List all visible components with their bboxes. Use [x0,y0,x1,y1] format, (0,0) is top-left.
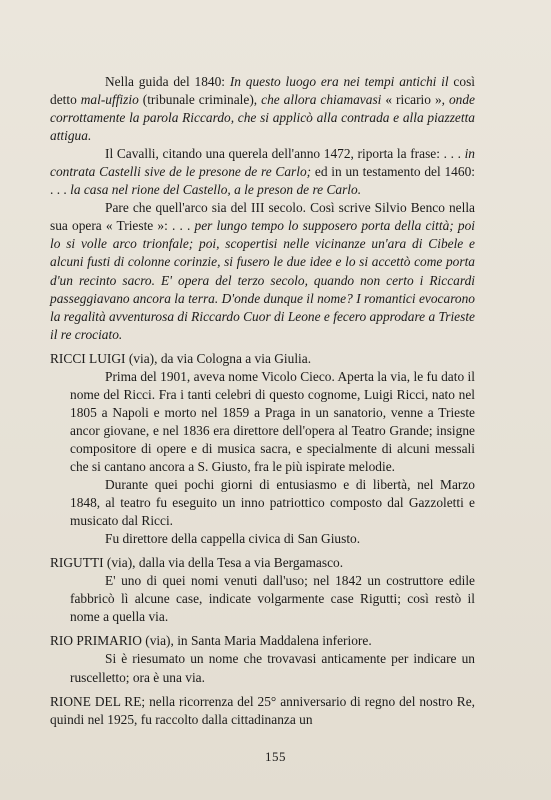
text-run: (tribunale criminale), [138,92,262,108]
page-text [50,73,475,729]
text-run: E' uno di quei nomi venuti dall'uso; nel 1842 un costruttore edile fabbricò lì alcune case, indicate volgarmente case Rigutti; così restò il nome a quella via. [70,573,475,625]
italic-text: la casa nel rione del Castello, a le preson de re Carlo. [70,182,362,198]
entry-description [50,368,475,476]
italic-text: per lungo tempo lo supposero porta della città; poi lo si volle arco trionfale; poi, scopertisi nelle vicinanze un'ara di Cibele e alcuni fusti di colonne corinzie, si fusero le due idee e lo si accettò come porta d'un recinto sacro. E' opera del terzo secolo, quando non certo i Riccardi passeggiavano ancora la terra. D'onde dunque il nome? I romantici evocarono la regalità avventurosa di Riccardo Cuor di Leone e fecero approdare a Trieste il re crociato. [50,218,475,342]
body-paragraph [50,199,475,343]
text-run: Il Cavalli, citando una querela dell'anno 1472, riporta la frase: . . . [105,146,465,162]
street-entry-heading [50,693,475,729]
text-run: così detto [50,74,475,108]
entry-description [50,650,475,686]
text-run: Nella guida del 1840: [105,74,230,89]
street-entry-heading [50,554,475,572]
body-paragraph [50,73,475,145]
text-run: Prima del 1901, aveva nome Vicolo Cieco. Aperta la via, le fu dato il nome del Ricci. Fra i tanti celebri di questo cognome, Luigi Ricci, nato nel 1805 a Napoli e morto nel 1859 a Praga in un sanatorio, venne a Trieste ancor giovane, e nel 1836 era direttore dell'opera al Teatro Grande; insigne compositore di opere e di musica sacra, e specialmente di alcuni messali che si cantano ancora a S. Giusto, fra le più ispirate melodie. [70,368,475,474]
italic-text: onde corrottamente la parola Riccardo, che si applicò alla contrada e alla piazzetta attigua. [50,92,475,144]
text-run: RIO PRIMARIO (via), in Santa Maria Maddalena inferiore. [50,633,372,649]
italic-text: che allora chiamavasi [261,92,382,108]
italic-text: in contrata Castelli sive de le presone de re Carlo; [50,146,475,180]
text-run: RIGUTTI (via), dalla via della Tesa a via Bergamasco. [50,555,344,571]
italic-text: In questo luogo era nei tempi antichi il [229,74,449,89]
entry-description [50,476,475,530]
text-run: Fu direttore della cappella civica di San Giusto. [105,531,361,547]
text-run: Durante quei pochi giorni di entusiasmo e di libertà, nel Marzo 1848, al teatro fu eseguito un inno patriottico composto dal Gazzoletti e musicato dal Ricci. [70,477,475,529]
text-run: RIONE DEL RE; nella ricorrenza del 25° anniversario di regno del nostro Re, quindi nel 1925, fu raccolto dalla cittadinanza un [50,693,475,727]
text-run: « ricario », [381,92,449,108]
text-run: RICCI LUIGI (via), da via Cologna a via Giulia. [50,350,312,366]
street-entry-heading [50,350,475,368]
italic-text: mal-uffizio [80,92,139,108]
text-run: Si è riesumato un nome che trovavasi anticamente per indicare un ruscelletto; ora è una via. [70,651,475,685]
entry-description [50,530,475,548]
text-run: ed in un testamento del 1460: . . . [50,164,475,198]
text-run: Pare che quell'arco sia del III secolo. Così scrive Silvio Benco nella sua opera « Trieste »: . . . [50,200,475,234]
page-number: 155 [265,749,286,764]
street-entry-heading [50,632,475,650]
body-paragraph [50,145,475,199]
entry-description [50,572,475,626]
